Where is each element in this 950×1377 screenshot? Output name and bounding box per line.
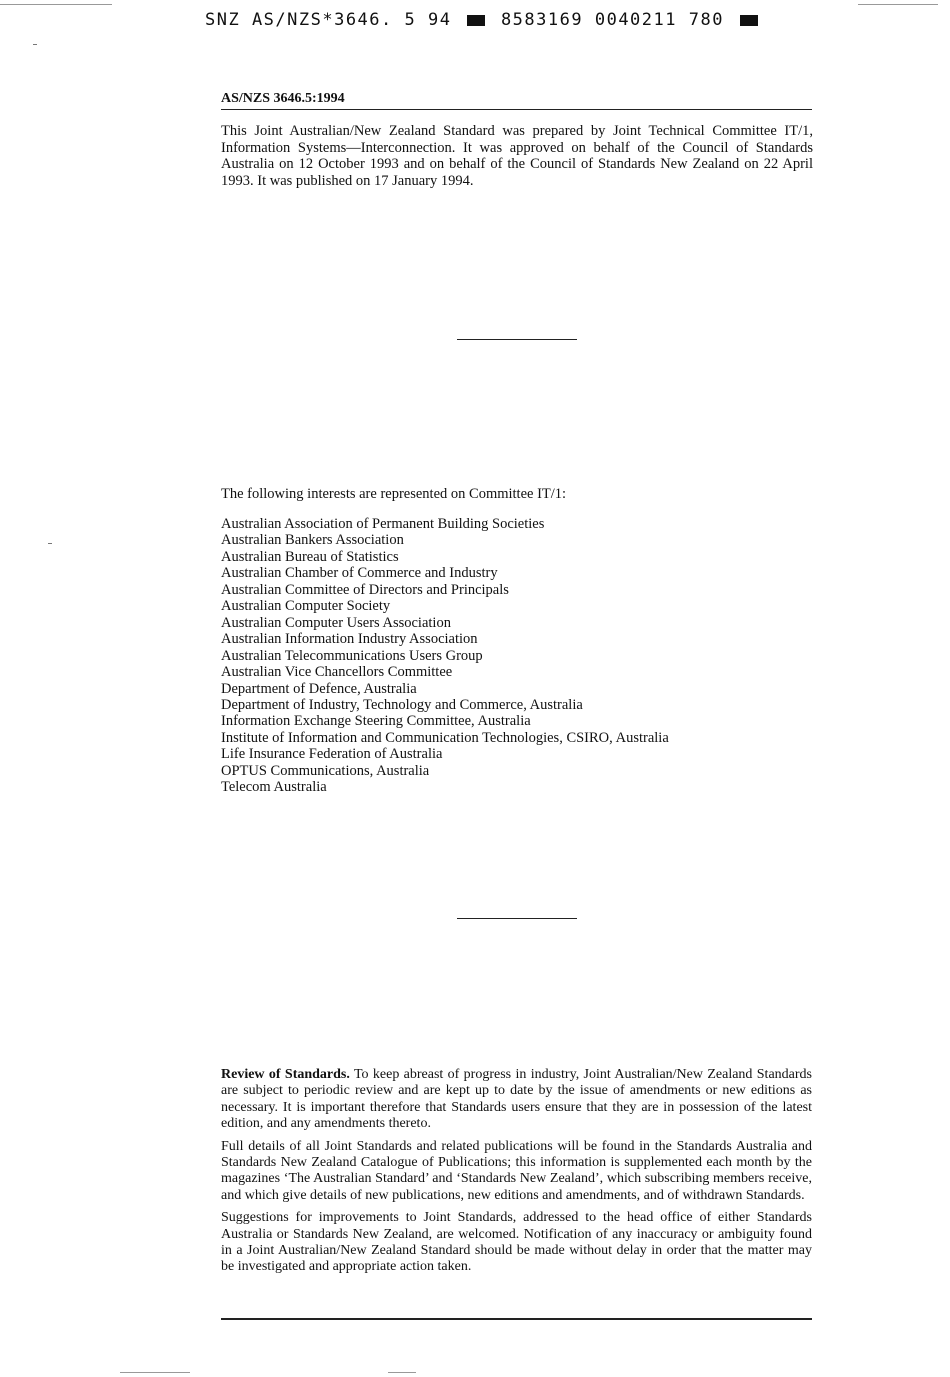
review-paragraph-1 xyxy=(221,1067,812,1133)
list-item: Australian Bankers Association xyxy=(221,532,404,549)
list-item: Life Insurance Federation of Australia xyxy=(221,746,443,763)
list-item: Australian Association of Permanent Building Societies xyxy=(221,516,545,532)
stamp-block xyxy=(467,15,485,26)
list-item: Department of Industry, Technology and Commerce, Australia xyxy=(221,696,583,713)
list-item: Australian Vice Chancellors Committee xyxy=(221,664,453,681)
list-item: Information Exchange Steering Committee, Australia xyxy=(221,713,531,730)
header-stamp xyxy=(205,10,765,30)
section-divider xyxy=(457,339,577,340)
list-item: Australian Bureau of Statistics xyxy=(221,548,399,565)
scan-artifact-mark xyxy=(33,44,37,45)
list-item: Department of Defence, Australia xyxy=(221,680,417,697)
list-item: Australian Information Industry Association xyxy=(221,631,478,648)
review-section xyxy=(221,1067,812,1282)
scan-artifact-line xyxy=(388,1372,416,1373)
scan-artifact-mark xyxy=(48,543,52,544)
review-paragraph-2: Full details of all Joint Standards and related publications will be found in the Standards Australia and Standards New Zealand Catalogue of Publications; this information is supplemented each month by the magazines ‘The Australian Standard’ and ‘Standards New Zealand’, which subscribing members receive, and which give details of new publications, new editions and amendments, and of withdrawn Standards. xyxy=(221,1138,812,1203)
footer-rule xyxy=(221,1318,812,1320)
review-paragraph-3: Suggestions for improvements to Joint Standards, addressed to the head office of either Standards Australia or Standards New Zealand, are welcomed. Notification of any inaccuracy or ambiguity found in a Joint Australian/New Zealand Standard should be made without delay in order that the matter may be investigated and appropriate action taken. xyxy=(221,1210,812,1275)
list-item: Australian Computer Users Association xyxy=(221,614,451,631)
stamp-code-2: 0040211 xyxy=(594,10,677,30)
list-item: Australian Telecommunications Users Group xyxy=(221,647,483,664)
list-item: Australian Computer Society xyxy=(221,598,391,615)
section-divider xyxy=(457,918,577,919)
interests-list xyxy=(221,516,669,796)
list-item: Australian Committee of Directors and Principals xyxy=(221,581,509,598)
stamp-prefix: SNZ AS/NZS*3646. 5 94 xyxy=(205,10,452,30)
scan-artifact-line xyxy=(858,4,938,5)
intro-paragraph: This Joint Australian/New Zealand Standard was prepared by Joint Technical Committee IT/1, Information Systems—Interconnection. It was approved on behalf of the Council of Standards Australia on 12 October 1993 and on behalf of the Council of Standards New Zealand on 22 April 1993. It was published on 17 January 1994. xyxy=(221,123,813,189)
stamp-code-3: 780 xyxy=(688,10,724,30)
document-id: AS/NZS 3646.5:1994 xyxy=(221,90,812,110)
review-lead: Review of Standards. xyxy=(221,1067,350,1082)
stamp-code-1: 8583169 xyxy=(500,10,584,30)
review-text-1: To keep abreast of progress in industry, Joint Australian/New Zealand Standards are subject to periodic review and are kept up to date by the issue of amendments or new editions as necessary. It is important therefore that Standards users ensure that they are in possession of the latest edition, and any amendments thereto. xyxy=(221,1067,812,1132)
interests-heading: The following interests are represented on Committee IT/1: xyxy=(221,486,567,502)
list-item: Australian Chamber of Commerce and Industry xyxy=(221,565,498,582)
list-item: Telecom Australia xyxy=(221,779,327,796)
scan-artifact-line xyxy=(0,4,112,5)
scan-artifact-line xyxy=(120,1372,190,1373)
list-item: OPTUS Communications, Australia xyxy=(221,762,430,779)
stamp-block xyxy=(740,15,758,26)
list-item: Institute of Information and Communication Technologies, CSIRO, Australia xyxy=(221,729,669,746)
